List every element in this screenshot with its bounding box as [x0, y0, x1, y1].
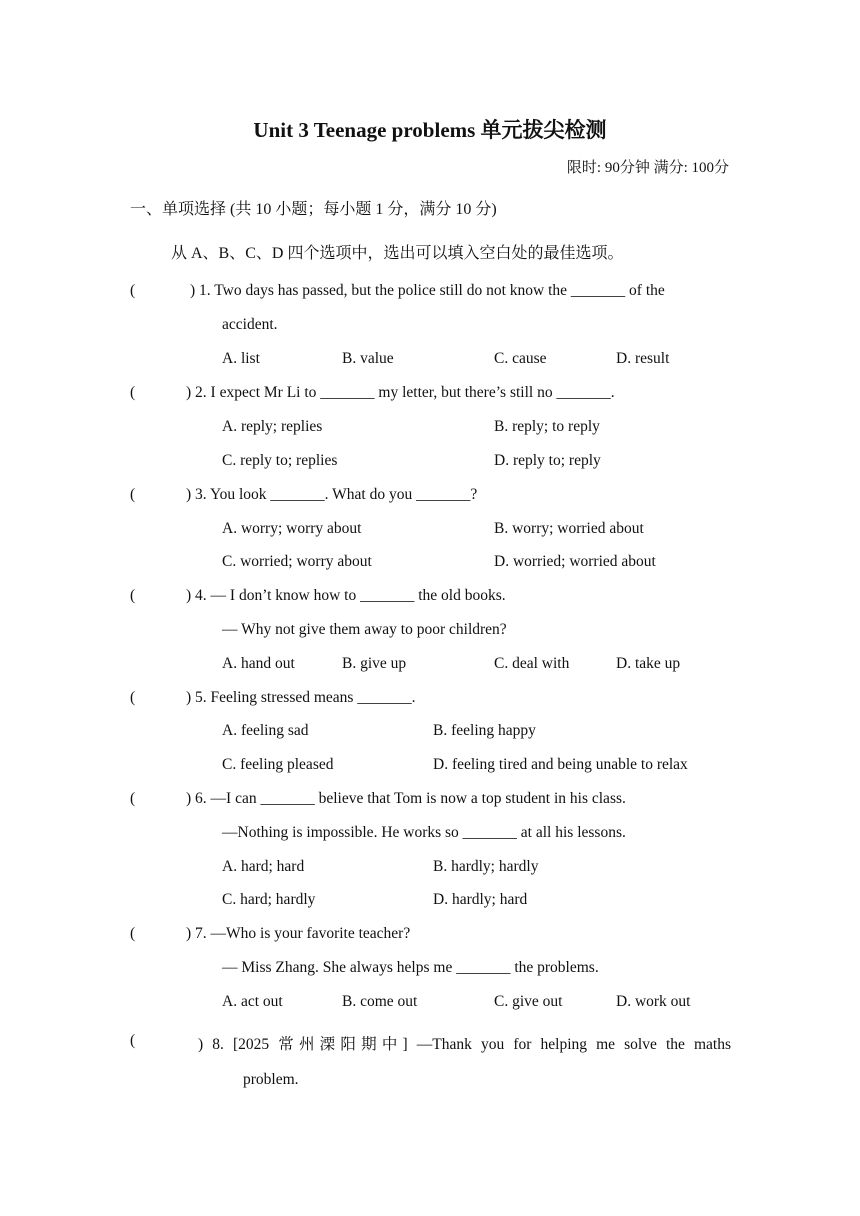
answer-paren: ( — [130, 587, 136, 604]
option: A. hard; hard — [222, 858, 305, 875]
option: A. hand out — [222, 655, 295, 672]
option: C. deal with — [494, 655, 570, 672]
question-stem-cont: problem. — [243, 1071, 299, 1088]
option: A. list — [222, 350, 260, 367]
question-dialogue: —Nothing is impossible. He works so _______ at all his lessons. — [222, 824, 626, 841]
option: A. act out — [222, 993, 283, 1010]
question-stem: ) 4. — I don’t know how to _______ the old books. — [186, 587, 506, 604]
question-stem: ) 2. I expect Mr Li to _______ my letter, but there’s still no _______. — [186, 384, 615, 401]
option: C. worried; worry about — [222, 553, 372, 570]
question-stem: ) 5. Feeling stressed means _______. — [186, 689, 416, 706]
option: D. hardly; hard — [433, 891, 528, 908]
question-dialogue: — Why not give them away to poor children? — [222, 621, 507, 638]
option: B. reply; to reply — [494, 418, 600, 435]
question-stem-cont: accident. — [222, 316, 278, 333]
option: D. reply to; reply — [494, 452, 601, 469]
option: B. worry; worried about — [494, 520, 644, 537]
answer-paren: ( — [130, 1032, 136, 1049]
section-heading: 一、单项选择 (共 10 小题；每小题 1 分，满分 10 分) — [130, 201, 497, 218]
option: A. feeling sad — [222, 722, 309, 739]
option: B. value — [342, 350, 394, 367]
option: B. hardly; hardly — [433, 858, 539, 875]
option: B. give up — [342, 655, 407, 672]
option: B. feeling happy — [433, 722, 536, 739]
answer-paren: ( — [130, 282, 136, 299]
answer-paren: ( — [130, 925, 136, 942]
answer-paren: ( — [130, 689, 136, 706]
option: C. hard; hardly — [222, 891, 316, 908]
question-dialogue: — Miss Zhang. She always helps me _______ the problems. — [222, 959, 599, 976]
question-stem: ) 1. Two days has passed, but the police still do not know the _______ of the — [190, 282, 665, 299]
time-and-score-info: 限时: 90分钟 满分: 100分 — [566, 160, 729, 176]
option: D. feeling tired and being unable to relax — [433, 756, 688, 773]
option: C. give out — [494, 993, 563, 1010]
option: C. cause — [494, 350, 547, 367]
option: A. worry; worry about — [222, 520, 362, 537]
answer-paren: ( — [130, 384, 136, 401]
option: D. result — [616, 350, 670, 367]
answer-paren: ( — [130, 790, 136, 807]
option: D. work out — [616, 993, 691, 1010]
option: C. feeling pleased — [222, 756, 334, 773]
option: D. worried; worried about — [494, 553, 656, 570]
option: A. reply; replies — [222, 418, 323, 435]
answer-paren: ( — [130, 486, 136, 503]
question-stem: ) 8. [2025 常州溧阳期中] —Thank you for helping me solve the maths — [198, 1036, 731, 1053]
option: B. come out — [342, 993, 418, 1010]
question-stem: ) 3. You look _______. What do you _______? — [186, 486, 478, 503]
option: C. reply to; replies — [222, 452, 338, 469]
question-stem: ) 6. —I can _______ believe that Tom is now a top student in his class. — [186, 790, 626, 807]
section-instruction: 从 A、B、C、D 四个选项中，选出可以填入空白处的最佳选项。 — [171, 245, 624, 262]
option: D. take up — [616, 655, 681, 672]
question-stem: ) 7. —Who is your favorite teacher? — [186, 925, 411, 942]
page-title: Unit 3 Teenage problems 单元拔尖检测 — [253, 118, 607, 142]
